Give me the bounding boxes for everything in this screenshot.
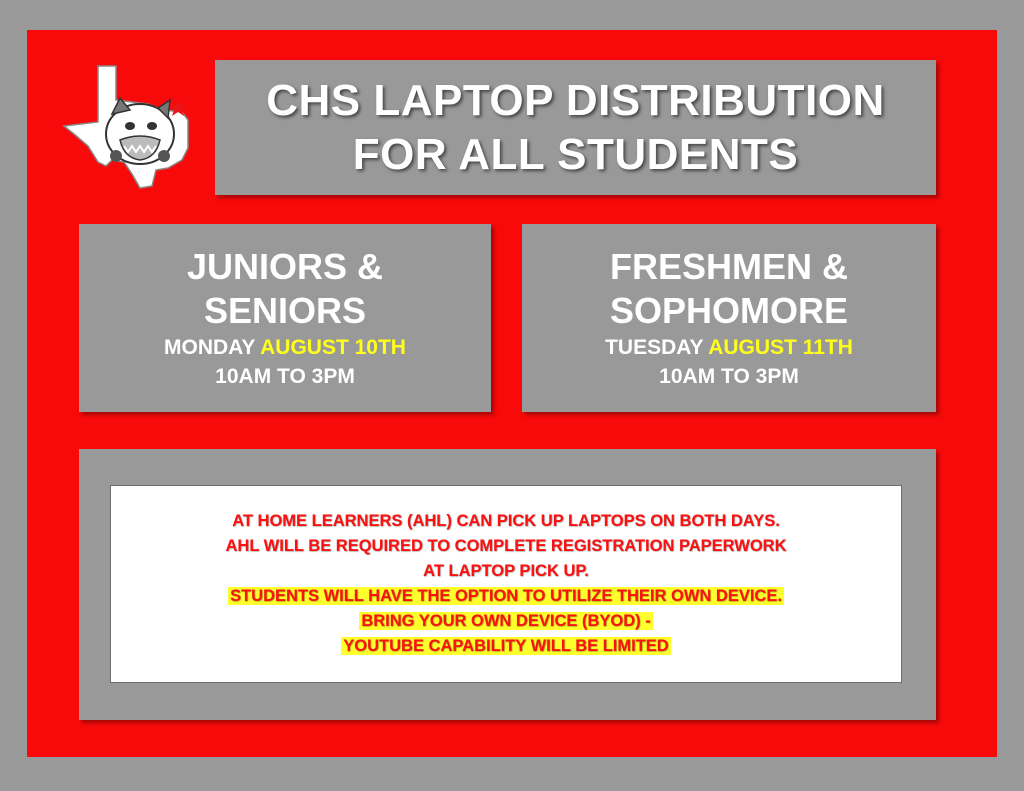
highlighted-text: STUDENTS WILL HAVE THE OPTION TO UTILIZE THEIR OWN DEVICE. <box>230 587 782 605</box>
notice-line-4 <box>228 584 784 609</box>
group-date: AUGUST 11TH <box>708 336 853 359</box>
notice-line-6 <box>341 634 670 659</box>
notice-line-5 <box>359 609 652 634</box>
bulldog-eye-shape <box>125 122 135 130</box>
group-day-date <box>164 333 406 362</box>
group-name-line-1: JUNIORS & <box>186 246 384 287</box>
group-day: MONDAY <box>164 336 256 359</box>
group-time: 10AM TO 3PM <box>215 365 355 388</box>
group-name-line-1: FRESHMEN & <box>609 246 848 287</box>
group-time: 10AM TO 3PM <box>659 365 799 388</box>
bulldog-collar-shape <box>158 150 170 162</box>
notice-line-2: AHL WILL BE REQUIRED TO COMPLETE REGISTRATION PAPERWORK <box>225 537 787 555</box>
group-day-date <box>605 333 853 362</box>
texas-bulldog-logo-icon <box>60 62 200 190</box>
group-day: TUESDAY <box>605 336 704 359</box>
highlighted-text: YOUTUBE CAPABILITY WILL BE LIMITED <box>343 637 669 655</box>
bulldog-collar-shape <box>110 150 122 162</box>
freshmen-sophomore-panel <box>522 224 936 412</box>
notice-line-1: AT HOME LEARNERS (AHL) CAN PICK UP LAPTOPS ON BOTH DAYS. <box>232 512 780 530</box>
notice-text-box <box>110 485 902 683</box>
group-date: AUGUST 10TH <box>260 336 406 359</box>
highlighted-text: BRING YOUR OWN DEVICE (BYOD) - <box>361 612 651 630</box>
notice-line-3: AT LAPTOP PICK UP. <box>423 562 589 580</box>
group-name-line-2: SENIORS <box>203 290 367 331</box>
juniors-seniors-panel <box>79 224 491 412</box>
title-line-2: FOR ALL STUDENTS <box>352 129 799 179</box>
title-banner <box>215 60 936 195</box>
bulldog-eye-shape <box>147 122 157 130</box>
group-name-line-2: SOPHOMORE <box>609 290 849 331</box>
title-line-1: CHS LAPTOP DISTRIBUTION <box>266 75 885 125</box>
